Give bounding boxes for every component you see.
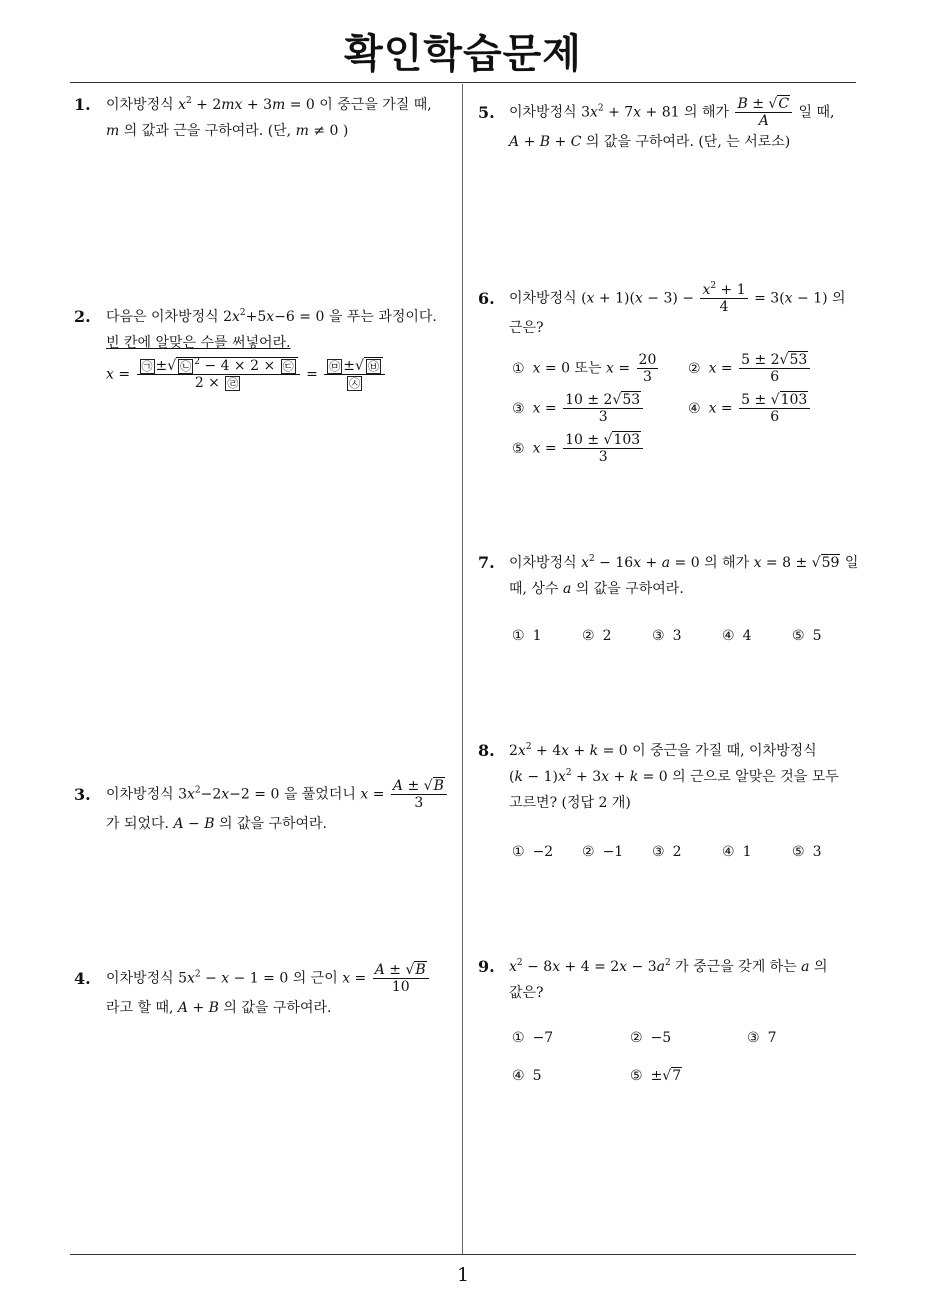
formula: x = $\frac{㉠ \pm√ ㉡ ^2 - 4 \times 2 \times ㉢}{2 \times ㉣}$ = $\frac{㉤ \pm√ ㉥}{㉦}$ [106, 358, 460, 391]
choice-1[interactable]: ① −7 [512, 1030, 554, 1046]
choice-3[interactable]: ③ 3 [652, 628, 682, 644]
choice-5[interactable]: ⑤ ±√7 [630, 1068, 682, 1084]
choice-5[interactable]: ⑤ 5 [792, 628, 822, 644]
choice-1[interactable]: ① x = 0 또는 x = $\frac{20}{3}$ [512, 352, 657, 385]
problem-7-choices [512, 628, 852, 652]
choice-3[interactable]: ③ 7 [747, 1030, 777, 1046]
top-rule [70, 82, 856, 83]
problem-number: 6. [478, 289, 495, 308]
choice-4[interactable]: ④ 5 [512, 1068, 542, 1084]
problem-8-choices [512, 844, 852, 868]
column-divider [462, 84, 463, 1254]
choice-2[interactable]: ② x = $\frac{5 \pm 2√53}{6}$ [688, 352, 812, 385]
choice-1[interactable]: ① −2 [512, 844, 554, 860]
choice-3[interactable]: ③ 2 [652, 844, 682, 860]
choice-5[interactable]: ⑤ x = $\frac{10 \pm √103}{3}$ [512, 432, 645, 465]
choice-5[interactable]: ⑤ 3 [792, 844, 822, 860]
choice-4[interactable]: ④ 4 [722, 628, 752, 644]
choice-2[interactable]: ② −1 [582, 844, 624, 860]
problem-number: 1. [74, 95, 91, 114]
problem-number: 7. [478, 553, 495, 572]
problem-number: 2. [74, 307, 91, 326]
choice-4[interactable]: ④ 1 [722, 844, 752, 860]
problem-number: 8. [478, 741, 495, 760]
problem-number: 9. [478, 957, 495, 976]
problem-number: 4. [74, 969, 91, 988]
choice-3[interactable]: ③ x = $\frac{10 \pm 2√53}{3}$ [512, 392, 645, 425]
choice-4[interactable]: ④ x = $\frac{5 \pm √103}{6}$ [688, 392, 812, 425]
bottom-rule [70, 1254, 856, 1255]
problem-number: 3. [74, 785, 91, 804]
page-title: 확인학습문제 [344, 31, 582, 77]
page-number: 1 [456, 1264, 470, 1286]
problem-number: 5. [478, 103, 495, 122]
choice-2[interactable]: ② 2 [582, 628, 612, 644]
choice-1[interactable]: ① 1 [512, 628, 542, 644]
problem-6-choices [512, 352, 852, 472]
choice-2[interactable]: ② −5 [630, 1030, 672, 1046]
problem-9-choices [512, 1030, 852, 1094]
